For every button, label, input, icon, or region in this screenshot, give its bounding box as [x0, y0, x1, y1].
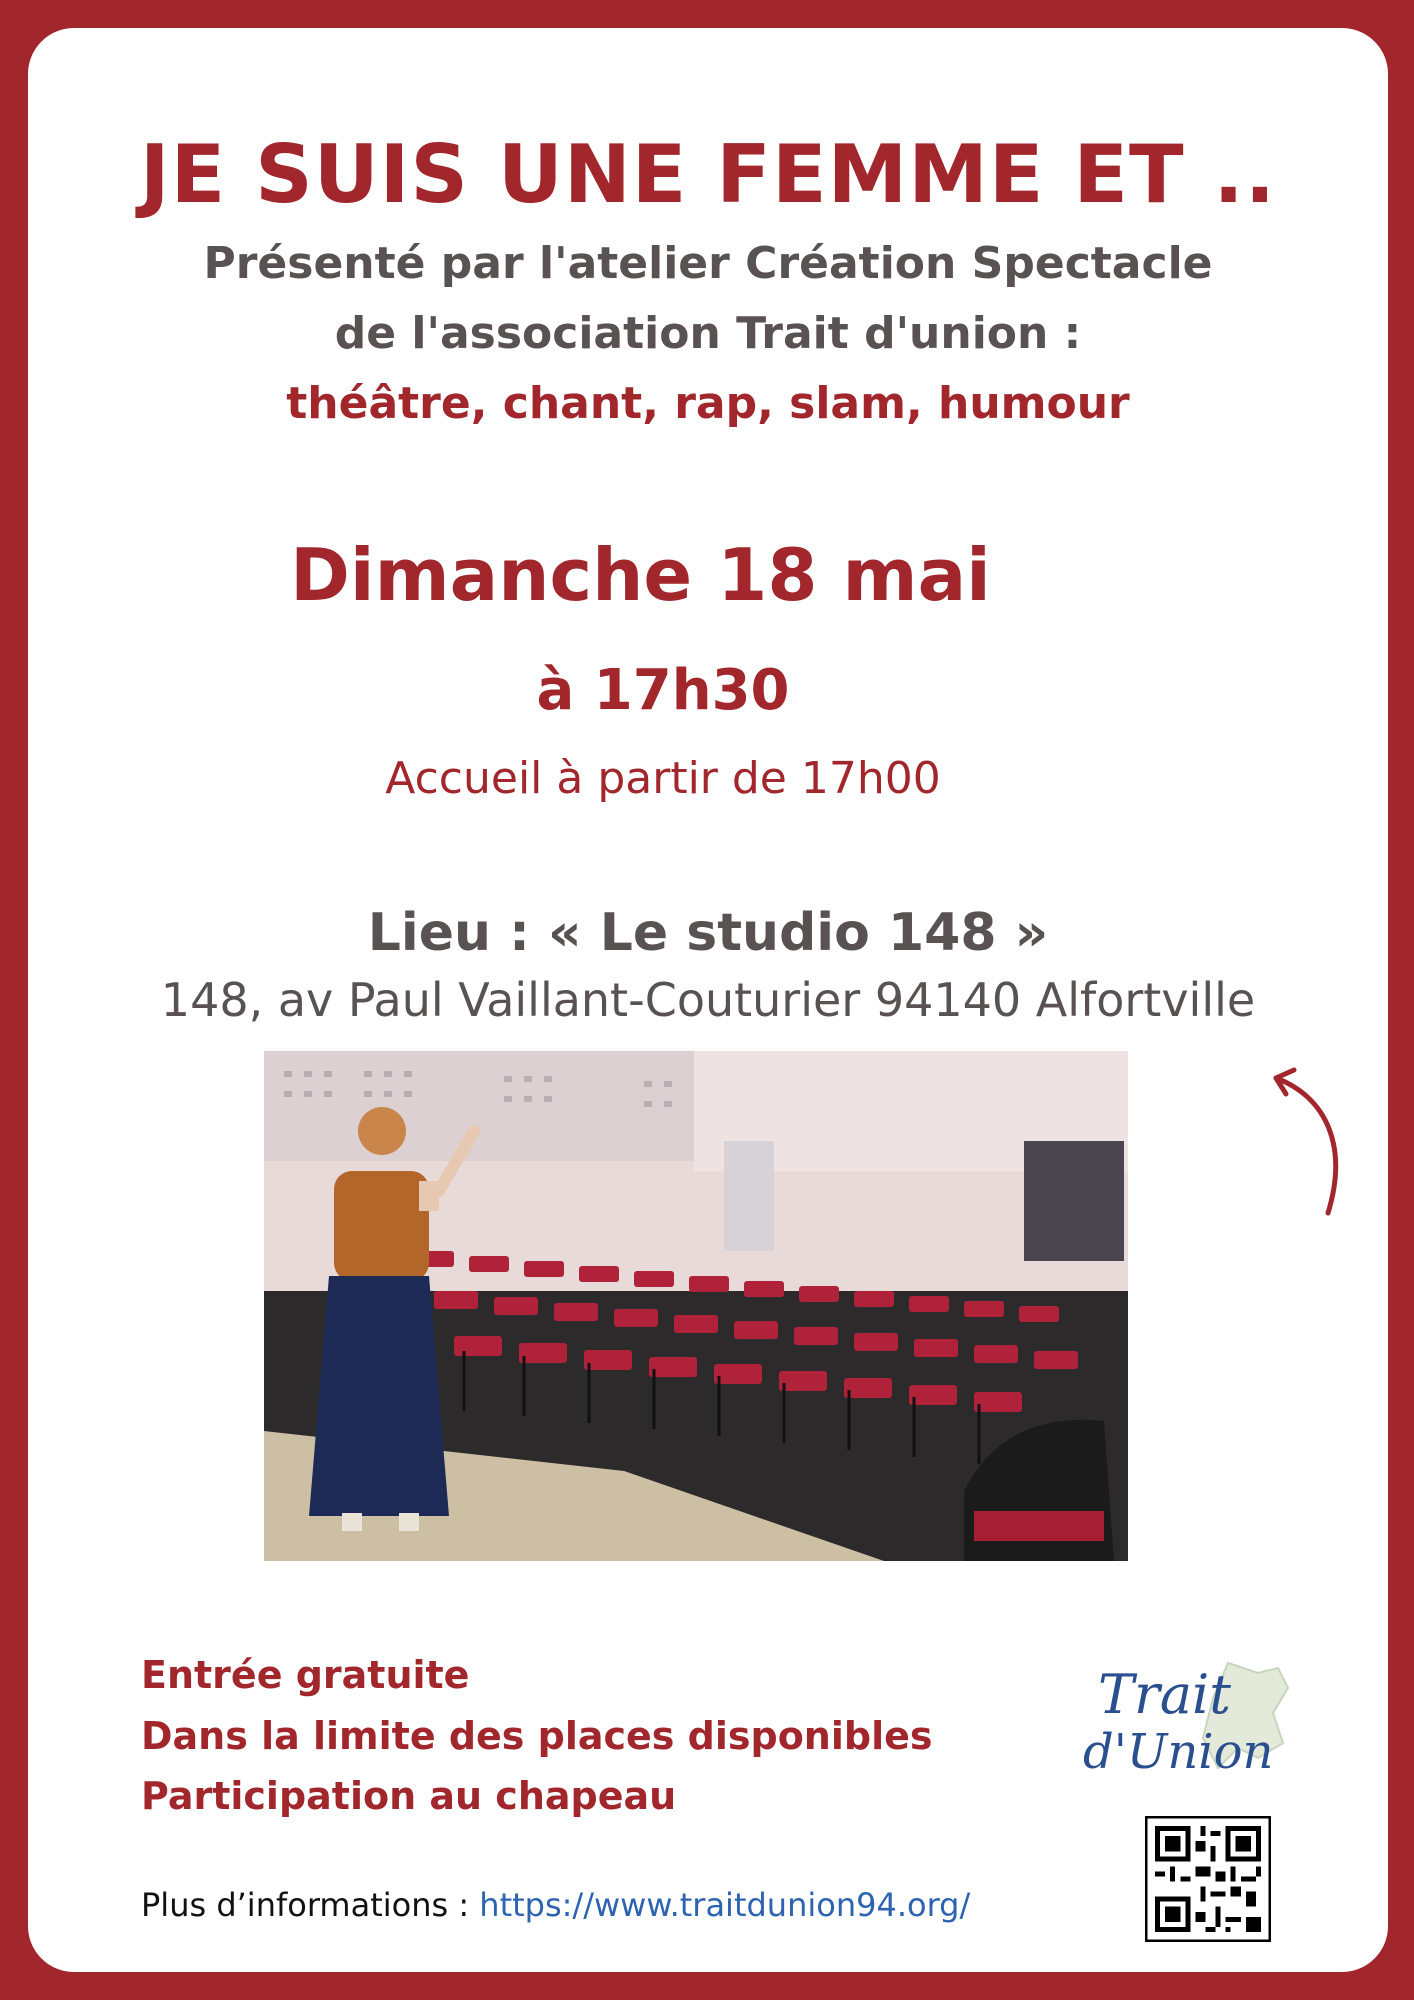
poster-card	[28, 28, 1388, 1972]
venue-address: 148, av Paul Vaillant-Couturier 94140 Alfortville	[160, 973, 1256, 1027]
event-time: à 17h30	[536, 658, 790, 723]
subtitle-line-2: de l'association Trait d'union :	[334, 308, 1082, 359]
event-date: Dimanche 18 mai	[290, 533, 991, 617]
subtitle-disciplines: théâtre, chant, rap, slam, humour	[286, 378, 1130, 429]
seat-limit-text: Dans la limite des places disponibles	[141, 1714, 933, 1758]
logo-text-line-2: d'Union	[1083, 1724, 1274, 1780]
hat-contribution-text: Participation au chapeau	[141, 1774, 677, 1818]
website-link[interactable]: https://www.traitdunion94.org/	[479, 1886, 971, 1924]
subtitle-line-1: Présenté par l'atelier Création Spectacle	[203, 238, 1213, 289]
more-info	[141, 1886, 970, 1924]
qr-code-icon[interactable]	[1145, 1816, 1271, 1942]
poster-title: JE SUIS UNE FEMME ET ..	[139, 128, 1277, 221]
logo-text-line-1: Trait	[1098, 1663, 1231, 1726]
more-info-label: Plus d’informations :	[141, 1886, 480, 1924]
free-entry-text: Entrée gratuite	[141, 1653, 470, 1697]
trait-d-union-logo	[1078, 1643, 1308, 1793]
curved-arrow-icon	[1258, 1048, 1348, 1228]
event-welcome-time: Accueil à partir de 17h00	[385, 753, 941, 804]
venue-name: Lieu : « Le studio 148 »	[367, 903, 1049, 963]
rehearsal-room-photo	[264, 1051, 1128, 1561]
